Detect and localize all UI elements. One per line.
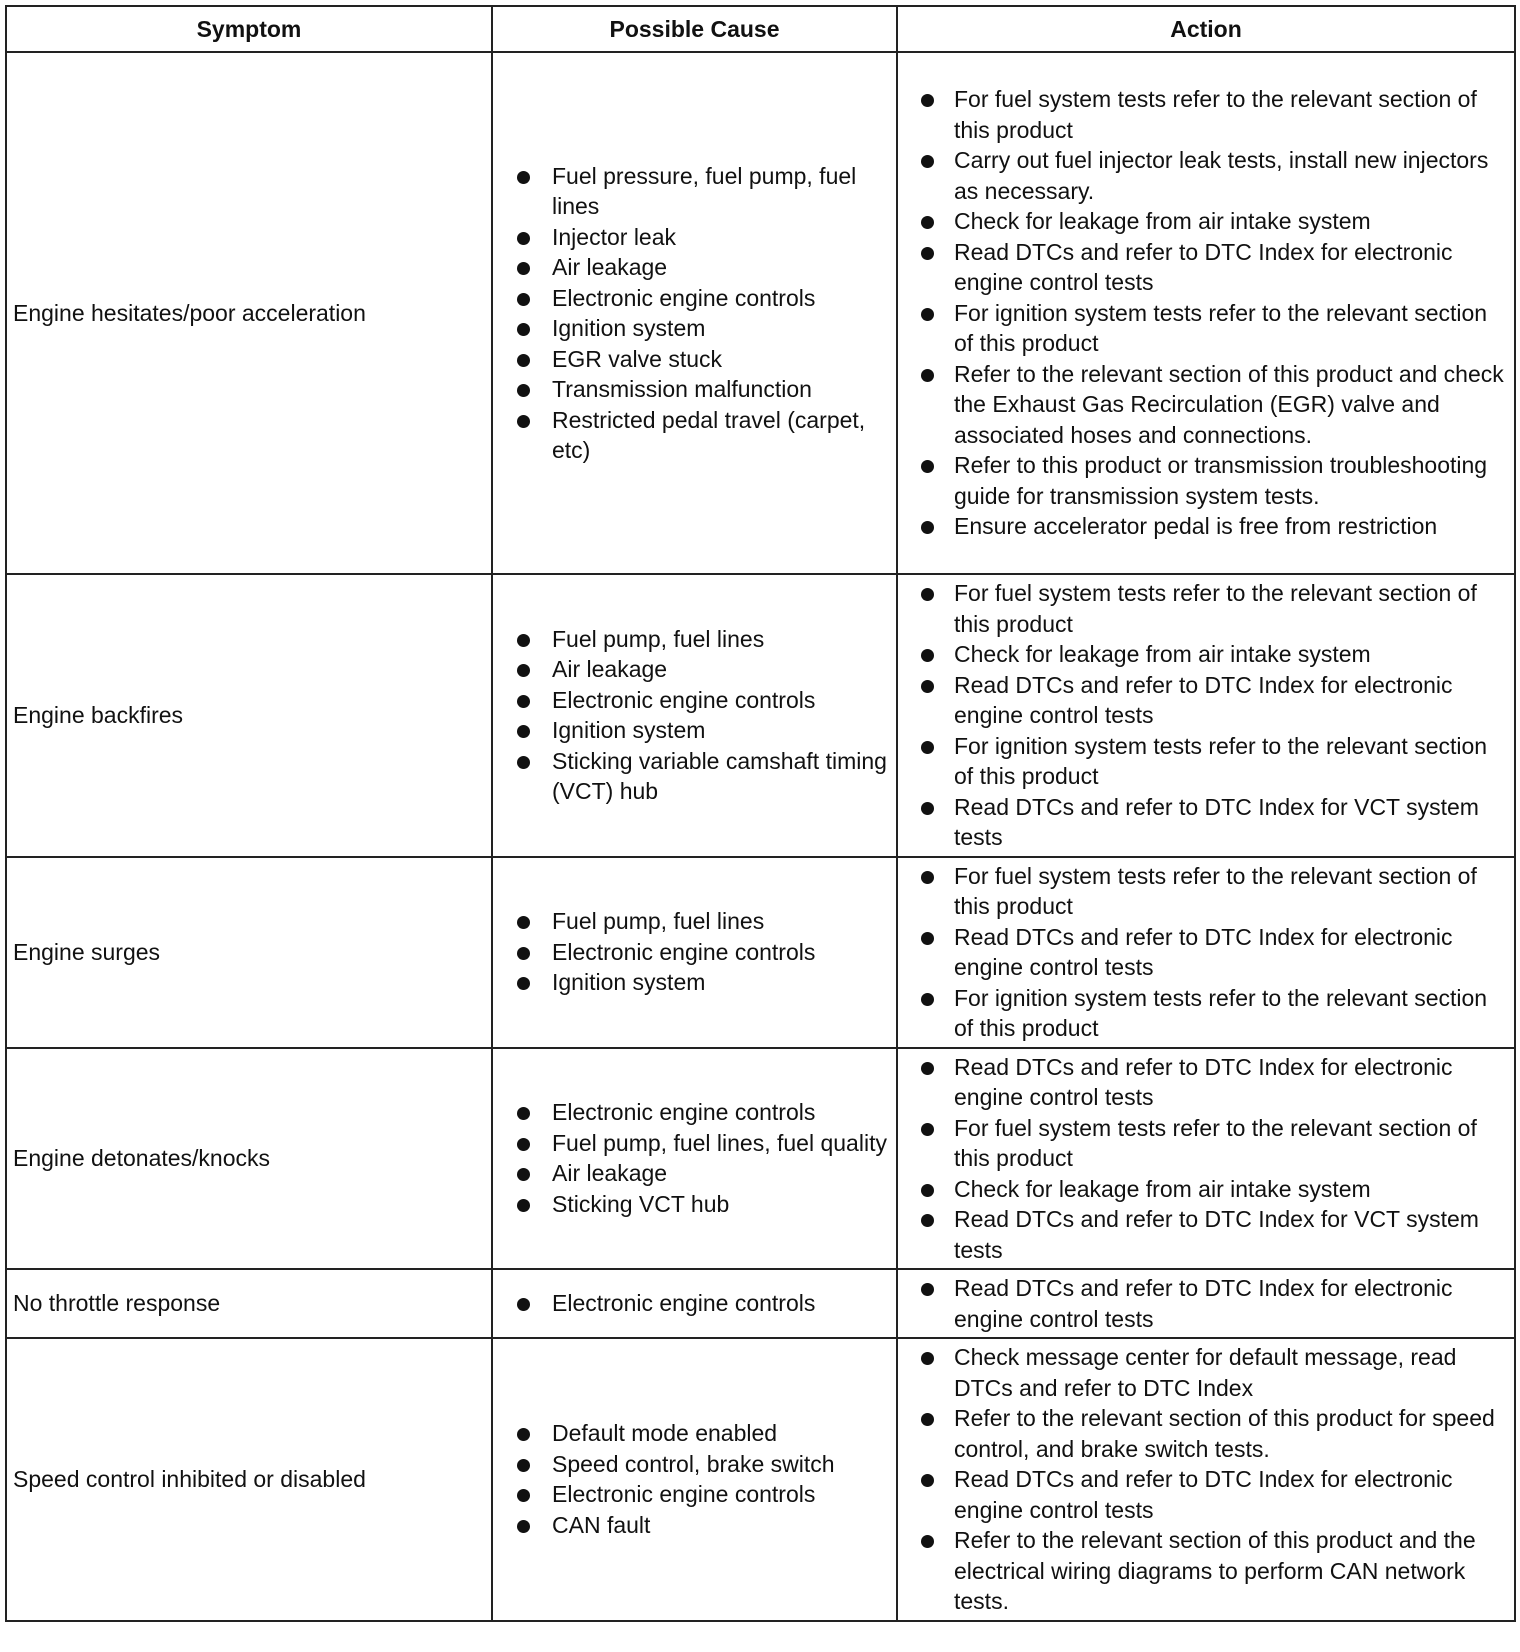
action-list <box>899 1340 1513 1619</box>
cause-item: Sticking VCT hub <box>552 1189 891 1220</box>
action-item: Check message center for default message, read DTCs and refer to DTC Index <box>954 1342 1509 1403</box>
cause-item: EGR valve stuck <box>552 344 891 375</box>
action-item: Refer to this product or transmission troubleshooting guide for transmission system tests. <box>954 450 1509 511</box>
table-body <box>6 52 1515 1621</box>
possible-cause-header: Possible Cause <box>492 6 897 52</box>
action-cell <box>897 52 1515 574</box>
possible-cause-cell <box>492 1269 897 1338</box>
table-row <box>6 52 1515 574</box>
cause-item: Air leakage <box>552 654 891 685</box>
action-list <box>899 859 1513 1046</box>
cause-list <box>494 1288 895 1319</box>
action-item: Read DTCs and refer to DTC Index for VCT system tests <box>954 1204 1509 1265</box>
action-item: Read DTCs and refer to DTC Index for electronic engine control tests <box>954 1052 1509 1113</box>
symptom-cell: Speed control inhibited or disabled <box>6 1338 492 1621</box>
symptom-cell: Engine hesitates/poor acceleration <box>6 52 492 574</box>
cause-item: Electronic engine controls <box>552 685 891 716</box>
table-row <box>6 1048 1515 1270</box>
action-item: Check for leakage from air intake system <box>954 1174 1509 1205</box>
action-item: For fuel system tests refer to the relevant section of this product <box>954 578 1509 639</box>
possible-cause-cell <box>492 1048 897 1270</box>
action-item: For ignition system tests refer to the relevant section of this product <box>954 298 1509 359</box>
action-cell <box>897 1269 1515 1338</box>
table-row <box>6 1269 1515 1338</box>
action-item: Ensure accelerator pedal is free from restriction <box>954 511 1509 542</box>
cause-item: Fuel pump, fuel lines, fuel quality <box>552 1128 891 1159</box>
action-item: Read DTCs and refer to DTC Index for electronic engine control tests <box>954 670 1509 731</box>
action-item: Read DTCs and refer to DTC Index for electronic engine control tests <box>954 1273 1509 1334</box>
cause-item: Fuel pump, fuel lines <box>552 906 891 937</box>
action-item: Check for leakage from air intake system <box>954 639 1509 670</box>
cause-item: Fuel pressure, fuel pump, fuel lines <box>552 161 891 222</box>
symptom-cell: Engine detonates/knocks <box>6 1048 492 1270</box>
action-item: For fuel system tests refer to the relevant section of this product <box>954 84 1509 145</box>
symptom-chart <box>5 5 1514 1622</box>
action-list <box>899 576 1513 855</box>
action-item: Refer to the relevant section of this product and the electrical wiring diagrams to perform CAN network tests. <box>954 1525 1509 1617</box>
cause-list <box>494 1097 895 1219</box>
cause-list <box>494 1418 895 1540</box>
action-item: Read DTCs and refer to DTC Index for electronic engine control tests <box>954 1464 1509 1525</box>
cause-item: CAN fault <box>552 1510 891 1541</box>
header-row <box>6 6 1515 52</box>
cause-item: Air leakage <box>552 1158 891 1189</box>
symptom-cell: No throttle response <box>6 1269 492 1338</box>
action-item: Read DTCs and refer to DTC Index for electronic engine control tests <box>954 922 1509 983</box>
action-item: For fuel system tests refer to the relevant section of this product <box>954 1113 1509 1174</box>
cause-item: Electronic engine controls <box>552 937 891 968</box>
action-header: Action <box>897 6 1515 52</box>
table-row <box>6 857 1515 1048</box>
cause-item: Default mode enabled <box>552 1418 891 1449</box>
possible-cause-cell <box>492 1338 897 1621</box>
cause-item: Ignition system <box>552 715 891 746</box>
possible-cause-cell <box>492 574 897 857</box>
action-item: For ignition system tests refer to the relevant section of this product <box>954 983 1509 1044</box>
action-item: Check for leakage from air intake system <box>954 206 1509 237</box>
action-cell <box>897 1338 1515 1621</box>
cause-item: Air leakage <box>552 252 891 283</box>
cause-item: Electronic engine controls <box>552 1479 891 1510</box>
table-row <box>6 574 1515 857</box>
action-list <box>899 82 1513 544</box>
cause-item: Speed control, brake switch <box>552 1449 891 1480</box>
cause-list <box>494 906 895 998</box>
action-item: Refer to the relevant section of this product and check the Exhaust Gas Recirculation (EGR) valve and associated hoses and connections. <box>954 359 1509 451</box>
action-item: Read DTCs and refer to DTC Index for electronic engine control tests <box>954 237 1509 298</box>
action-item: Refer to the relevant section of this product for speed control, and brake switch tests. <box>954 1403 1509 1464</box>
action-cell <box>897 1048 1515 1270</box>
action-item: Read DTCs and refer to DTC Index for VCT system tests <box>954 792 1509 853</box>
symptom-header: Symptom <box>6 6 492 52</box>
cause-item: Ignition system <box>552 967 891 998</box>
action-cell <box>897 574 1515 857</box>
table-row <box>6 1338 1515 1621</box>
cause-item: Restricted pedal travel (carpet, etc) <box>552 405 891 466</box>
cause-item: Electronic engine controls <box>552 1097 891 1128</box>
cause-item: Fuel pump, fuel lines <box>552 624 891 655</box>
possible-cause-cell <box>492 857 897 1048</box>
action-list <box>899 1050 1513 1268</box>
cause-item: Ignition system <box>552 313 891 344</box>
diagnostic-table <box>5 5 1516 1622</box>
action-item: For fuel system tests refer to the relevant section of this product <box>954 861 1509 922</box>
cause-item: Electronic engine controls <box>552 1288 891 1319</box>
cause-item: Electronic engine controls <box>552 283 891 314</box>
action-item: Carry out fuel injector leak tests, install new injectors as necessary. <box>954 145 1509 206</box>
cause-item: Sticking variable camshaft timing (VCT) hub <box>552 746 891 807</box>
symptom-cell: Engine backfires <box>6 574 492 857</box>
possible-cause-cell <box>492 52 897 574</box>
action-list <box>899 1271 1513 1336</box>
cause-list <box>494 624 895 807</box>
action-item: For ignition system tests refer to the relevant section of this product <box>954 731 1509 792</box>
cause-item: Injector leak <box>552 222 891 253</box>
symptom-cell: Engine surges <box>6 857 492 1048</box>
action-cell <box>897 857 1515 1048</box>
cause-list <box>494 161 895 466</box>
cause-item: Transmission malfunction <box>552 374 891 405</box>
